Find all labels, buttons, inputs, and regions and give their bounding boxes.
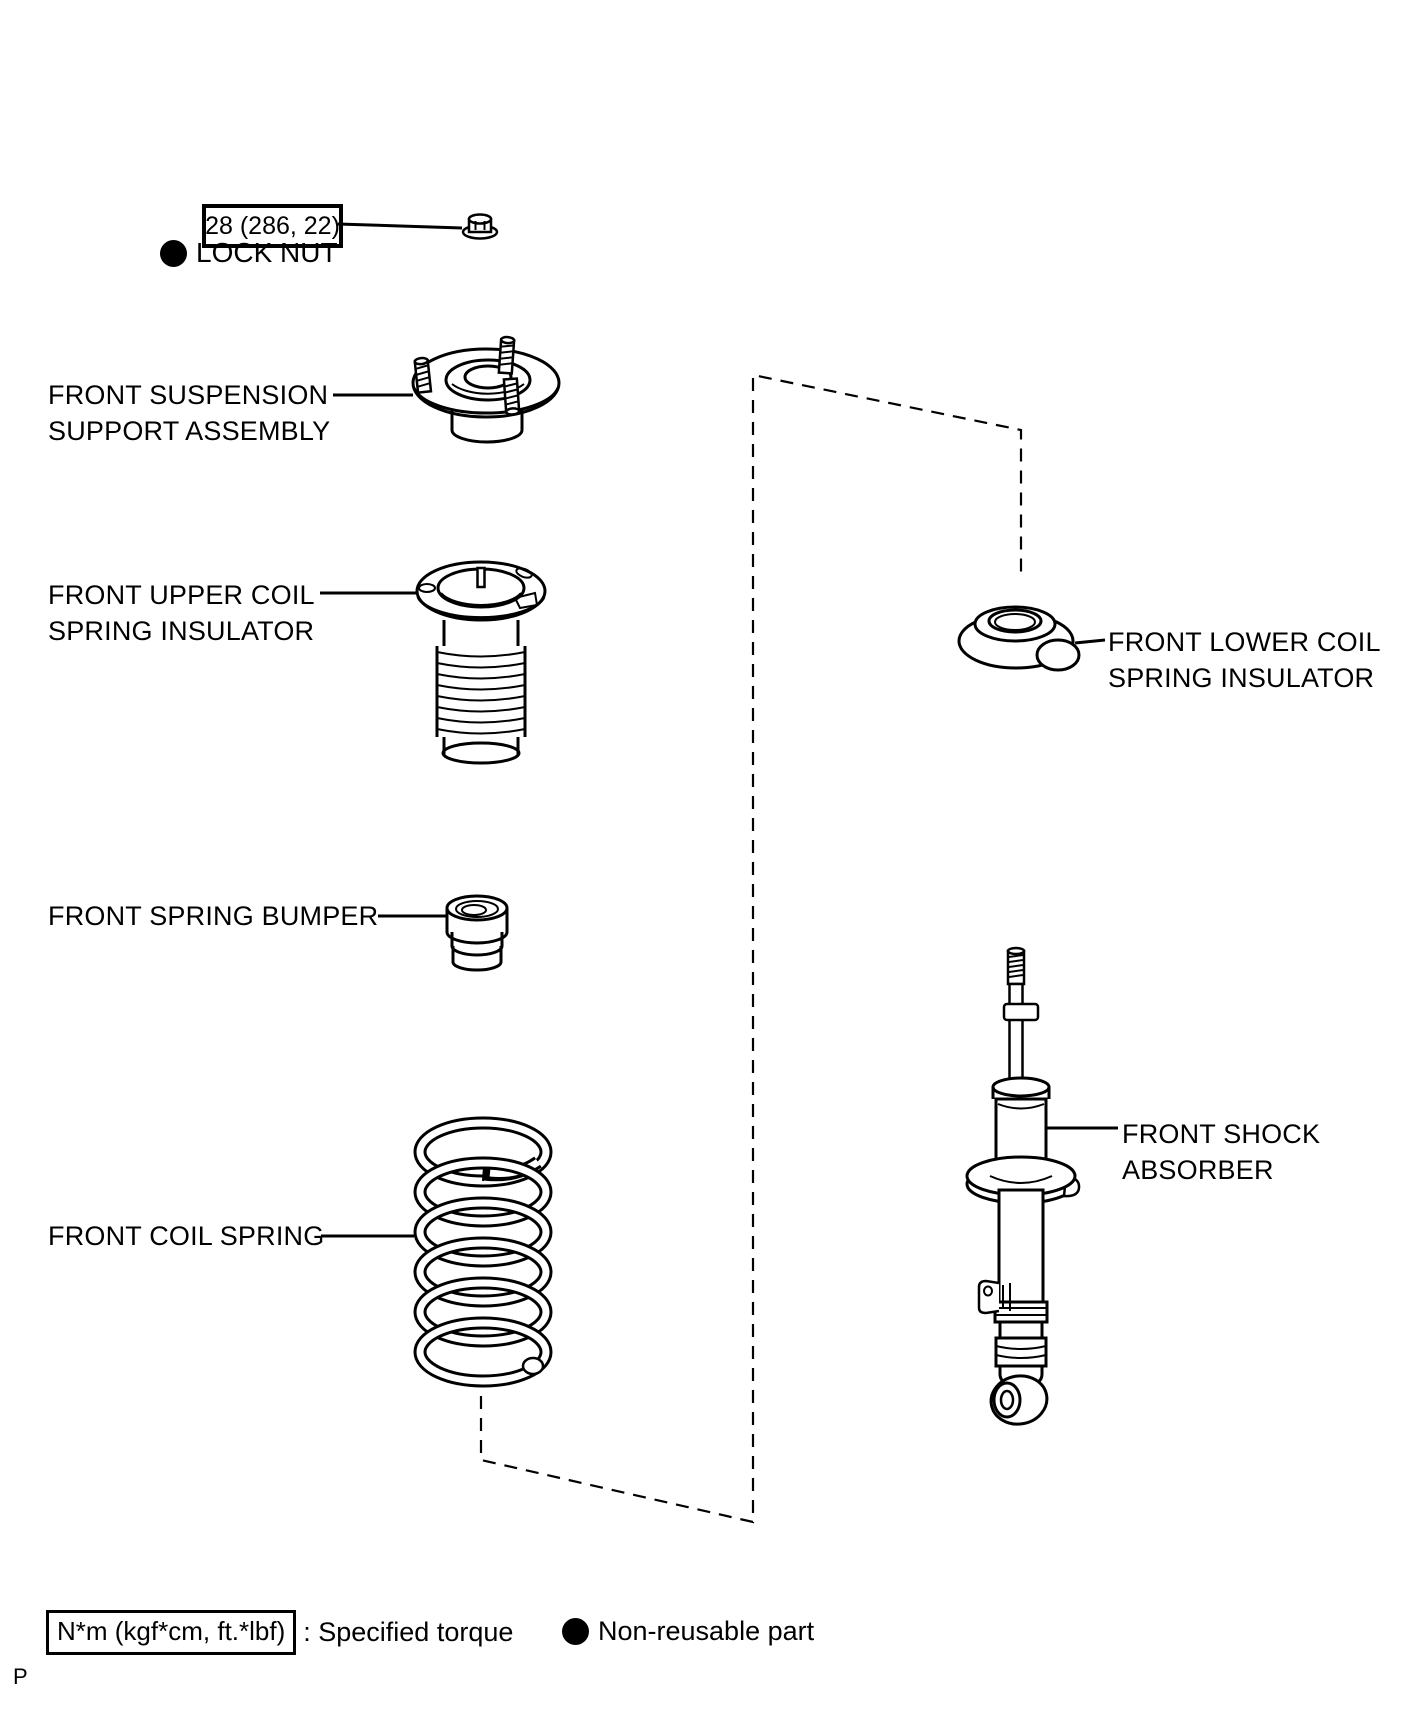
shock-absorber-drawing: [967, 948, 1079, 1428]
label-lock-nut: [160, 237, 338, 269]
spring-bumper-drawing: [447, 896, 507, 970]
legend-torque-units-box: N*m (kgf*cm, ft.*lbf): [46, 1610, 296, 1655]
label-front-upper-coil-spring-insulator: [48, 577, 315, 649]
legend-torque-meaning: : Specified torque: [303, 1617, 514, 1647]
suspension-support-drawing: [413, 337, 559, 442]
label-line: ABSORBER: [1122, 1155, 1274, 1185]
label-line: SPRING INSULATOR: [1108, 663, 1375, 693]
upper-insulator-drawing: [417, 562, 545, 763]
non-reusable-bullet-icon: [160, 240, 187, 267]
legend-non-reusable-label: Non-reusable part: [598, 1616, 815, 1646]
label-front-spring-bumper: FRONT SPRING BUMPER: [48, 901, 379, 931]
label-line: FRONT SUSPENSION: [48, 380, 329, 410]
label-line: FRONT SHOCK: [1122, 1119, 1321, 1149]
lock-nut-drawing: [463, 215, 497, 239]
lock-nut-label-text: LOCK NUT: [196, 237, 338, 268]
page-letter: P: [13, 1664, 28, 1689]
label-front-coil-spring: FRONT COIL SPRING: [48, 1221, 325, 1251]
label-line: FRONT UPPER COIL: [48, 580, 315, 610]
label-line: SUPPORT ASSEMBLY: [48, 416, 331, 446]
coil-spring-drawing: [420, 1123, 546, 1381]
label-line: FRONT LOWER COIL: [1108, 627, 1381, 657]
torque-spec-box: 28 (286, 22): [202, 204, 343, 248]
label-front-lower-coil-spring-insulator: [1108, 624, 1381, 696]
label-front-suspension-support-assembly: [48, 377, 330, 449]
label-front-shock-absorber: [1122, 1116, 1320, 1188]
assembly-dashed-line: [481, 375, 1021, 1522]
legend-torque: [46, 1610, 513, 1655]
non-reusable-bullet-icon: [562, 1618, 589, 1645]
label-line: SPRING INSULATOR: [48, 616, 315, 646]
lower-insulator-drawing: [959, 607, 1079, 670]
legend-non-reusable: [562, 1616, 814, 1647]
